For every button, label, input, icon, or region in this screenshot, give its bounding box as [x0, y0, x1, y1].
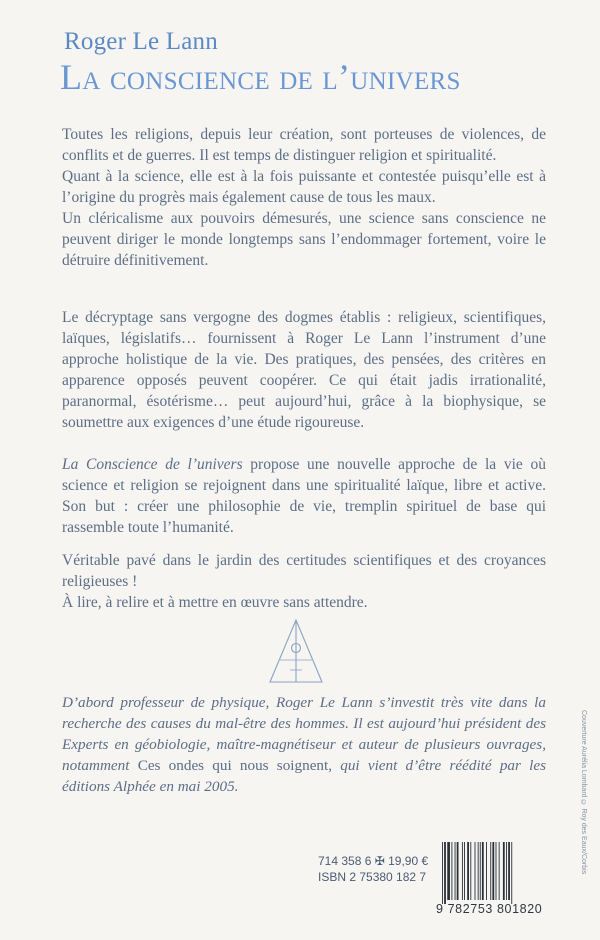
- blurb-section-1: [62, 124, 546, 271]
- author-bio: [62, 692, 546, 797]
- pyramid-emblem-icon: [264, 618, 328, 693]
- blurb-paragraph: Véritable pavé dans le jardin des certitudes scientifiques et des croyances religieuses !: [62, 552, 546, 590]
- cover-credit: Couverture Aurélia Lombard © Roy des Eaux/Corbis: [580, 710, 587, 875]
- barcode-digits: 9 782753 801820: [436, 902, 543, 916]
- blurb-text: propose une nouvelle approche de la vie où science et religion se rejoignent dans une spiritualité laïque, libre et active. Son but : créer une philosophie de vie, tremplin spirituel de base qui rassemble toute l’humanité.: [62, 456, 546, 536]
- blurb-paragraph: À lire, à relire et à mettre en œuvre sans attendre.: [62, 594, 368, 611]
- book-title: La conscience de l’univers: [60, 57, 461, 97]
- barcode-icon: [436, 842, 556, 904]
- blurb-paragraph: [62, 454, 546, 538]
- bio-book-title: Ces ondes qui nous soignent,: [137, 757, 333, 774]
- blurb-paragraph: Un cléricalisme aux pouvoirs démesurés, une science sans conscience ne peuvent diriger le monde longtemps sans l’endommager fortement, voire le détruire définitivement.: [62, 210, 546, 269]
- blurb-section-4: [62, 550, 546, 613]
- blurb-section-3: [62, 454, 546, 538]
- blurb-paragraph: Quant à la science, elle est à la fois puissante et contestée puisqu’elle est à l’origine du progrès mais également cause de tous les maux.: [62, 168, 546, 206]
- isbn-line: ISBN 2 75380 182 7: [318, 870, 427, 884]
- blurb-paragraph: Toutes les religions, depuis leur création, sont porteuses de violences, de conflits et de guerres. Il est temps de distinguer religion et spiritualité.: [62, 126, 546, 164]
- bio-text: qui vient d’être réédité par les éditions Alphée en mai 2005.: [62, 757, 546, 795]
- author-name: Roger Le Lann: [64, 28, 218, 55]
- blurb-paragraph: Le décryptage sans vergogne des dogmes établis : religieux, scientifiques, laïques, législatifs… fournissent à Roger Le Lann l’instrument d’une approche holistique de la vie. Des pratiques, des pensées, des critères en apparence opposés peuvent coopérer. Ce qui était jadis irrationalité, paranormal, ésotérisme… peut aujourd’hui, grâce à la biophysique, se soumettre aux exigences d’une étude rigoureuse.: [62, 309, 546, 431]
- price-line: 714 358 6 ✠ 19,90 €: [318, 854, 429, 868]
- blurb-section-2: [62, 307, 546, 433]
- price-block: [318, 853, 428, 885]
- bio-text: D’abord professeur de physique, Roger Le Lann s’investit très vite dans la recherche des causes du mal-être des hommes. Il est aujourd’hui président des Experts en géobiologie, maître-magnétiseur et auteur de plusieurs ouvrages, notamment: [62, 694, 546, 774]
- book-title-inline: La Conscience de l’univers: [62, 456, 243, 473]
